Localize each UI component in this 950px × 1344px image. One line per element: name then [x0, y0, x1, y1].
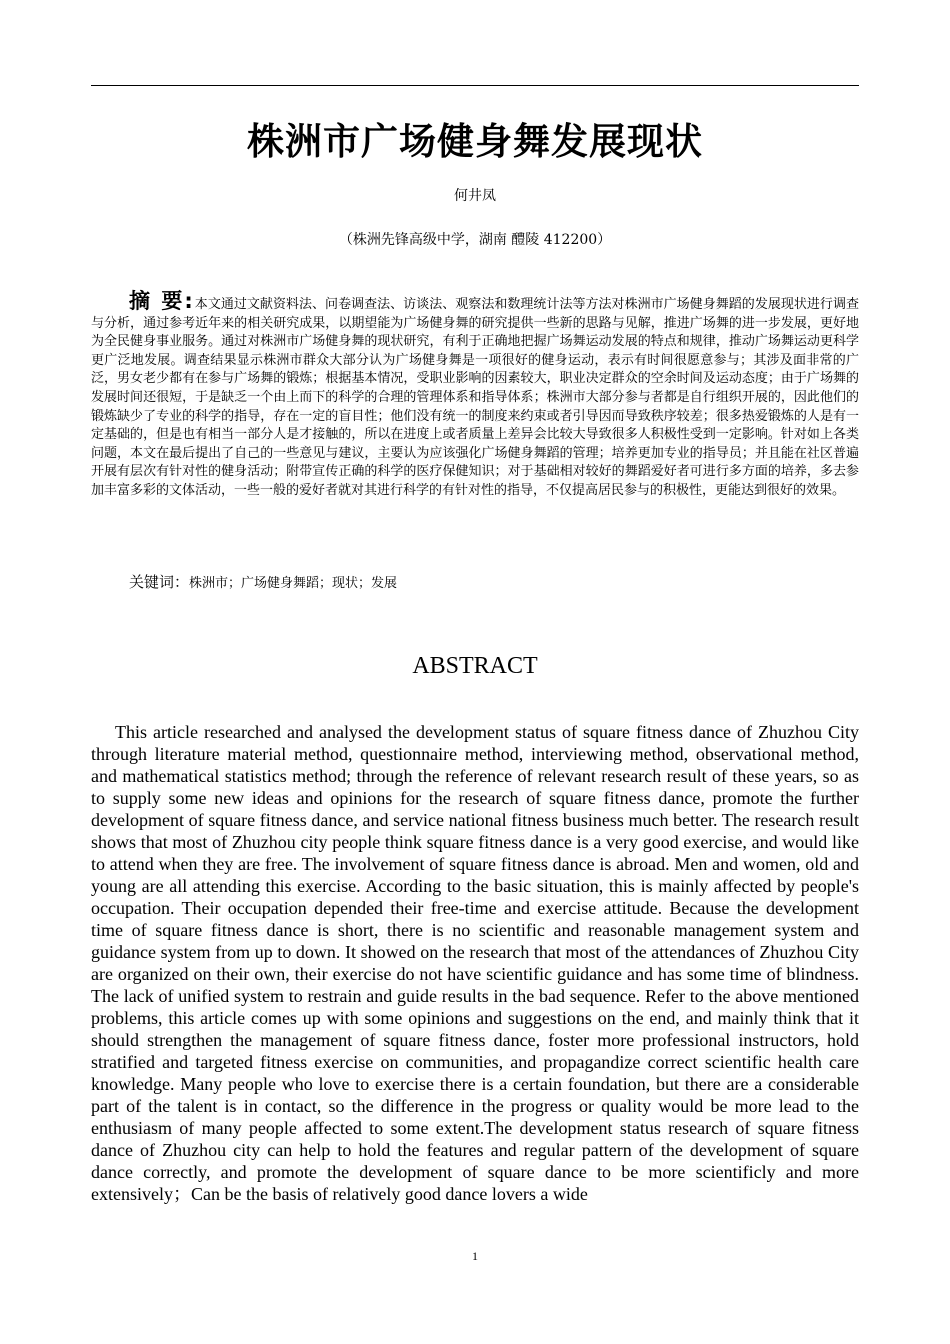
chinese-abstract: [91, 289, 859, 501]
page-number: 1: [472, 1249, 478, 1263]
keywords-text: 株洲市；广场健身舞蹈；现状；发展: [189, 576, 398, 591]
english-abstract-text: This article researched and analysed the development status of square fitness dance of Zhuzhou City through literature material method, questionnaire method, interviewing method, observational method, and mathematical statistics method; through the reference of relevant research result of these years, so as to supply some new ideas and opinions for the research of square fitness dance, promote the further development of square fitness dance, and service national fitness business much better. The research result shows that most of Zhuzhou city people think square fitness dance is a very good exercise, and would like to attend when they are free. The involvement of square fitness dance is abroad. Men and women, old and young are all attending this exercise. According to the basic situation, this is mainly affected by people's occupation. Their occupation depended their free-time and exercise attitude. Because the development time of square fitness dance is short, there is no scientific and reasonable management system and guidance system from up to down. It showed on the research that most of the attendances of Zhuzhou City are organized on their own, their exercise do not have scientific guidance and has some time of blindness. The lack of unified system to restrain and guide results in the bad sequence. Refer to the above mentioned problems, this article comes up with some opinions and suggestions on the end, and mainly think that it should strengthen the management of square fitness dance, foster more professional instructors, hold stratified and targeted fitness exercise on communities, and propagandize correct scientific health care knowledge. Many people who love to exercise there is a certain foundation, but there are a considerable part of the talent is in contact, so the difference in the progress or quality would be more lead to the enthusiasm of many people affected to some extent.The development status research of square fitness dance of Zhuzhou city can help to hold the features and regular pattern of the development of square dance correctly, and promote the development of square dance to be more scientificly and more extensively；Can be the basis of relatively good dance lovers a wide: [91, 722, 859, 1204]
english-abstract-heading: ABSTRACT: [412, 653, 538, 679]
author-affiliation: （株洲先锋高级中学，湖南 醴陵 412200）: [338, 232, 612, 248]
keywords: [91, 572, 859, 594]
chinese-abstract-text: 本文通过文献资料法、问卷调查法、访谈法、观察法和数理统计法等方法对株洲市广场健身舞蹈的发展现状进行调查与分析，通过参考近年来的相关研究成果，以期望能为广场健身舞的研究提供一些新的思路与见解，推进广场舞的进一步发展，更好地为全民健身事业服务。通过对株洲市广场健身舞的现状研究，有利于正确地把握广场舞运动发展的特点和规律，推动广场舞运动更科学更广泛地发展。调查结果显示株洲市群众大部分认为广场健身舞是一项很好的健身运动，表示有时间很愿意参与；其涉及面非常的广泛，男女老少都有在参与广场舞的锻炼；根据基本情况，受职业影响的因素较大，职业决定群众的空余时间及运动态度；由于广场舞的发展时间还很短，于是缺乏一个由上而下的科学的合理的管理体系和指导体系；株洲市大部分参与者都是自行组织开展的，因此他们的锻炼缺少了专业的科学的指导，存在一定的盲目性；他们没有统一的制度来约束或者引导因而导致秩序较差；很多热爱锻炼的人是有一定基础的，但是也有相当一部分人是才接触的，所以在进度上或者质量上差异会比较大导致很多人积极性受到一定影响。针对如上各类问题，本文在最后提出了自己的一些意见与建议，主要认为应该强化广场健身舞蹈的管理；培养更加专业的指导员；并且能在社区普遍开展有层次有针对性的健身活动；附带宣传正确的科学的医疗保健知识；对于基础相对较好的舞蹈爱好者可进行多方面的培养，多去参加丰富多彩的文体活动，一些一般的爱好者就对其进行科学的有针对性的指导，不仅提高居民参与的积极性，更能达到很好的效果。: [91, 297, 859, 498]
header-rule: [91, 85, 859, 86]
author-name: 何井凤: [454, 188, 496, 204]
keywords-label: 关键词：: [129, 573, 190, 591]
chinese-abstract-label: 摘 要:: [129, 289, 195, 313]
paper-title: 株洲市广场健身舞发展现状: [247, 120, 703, 163]
